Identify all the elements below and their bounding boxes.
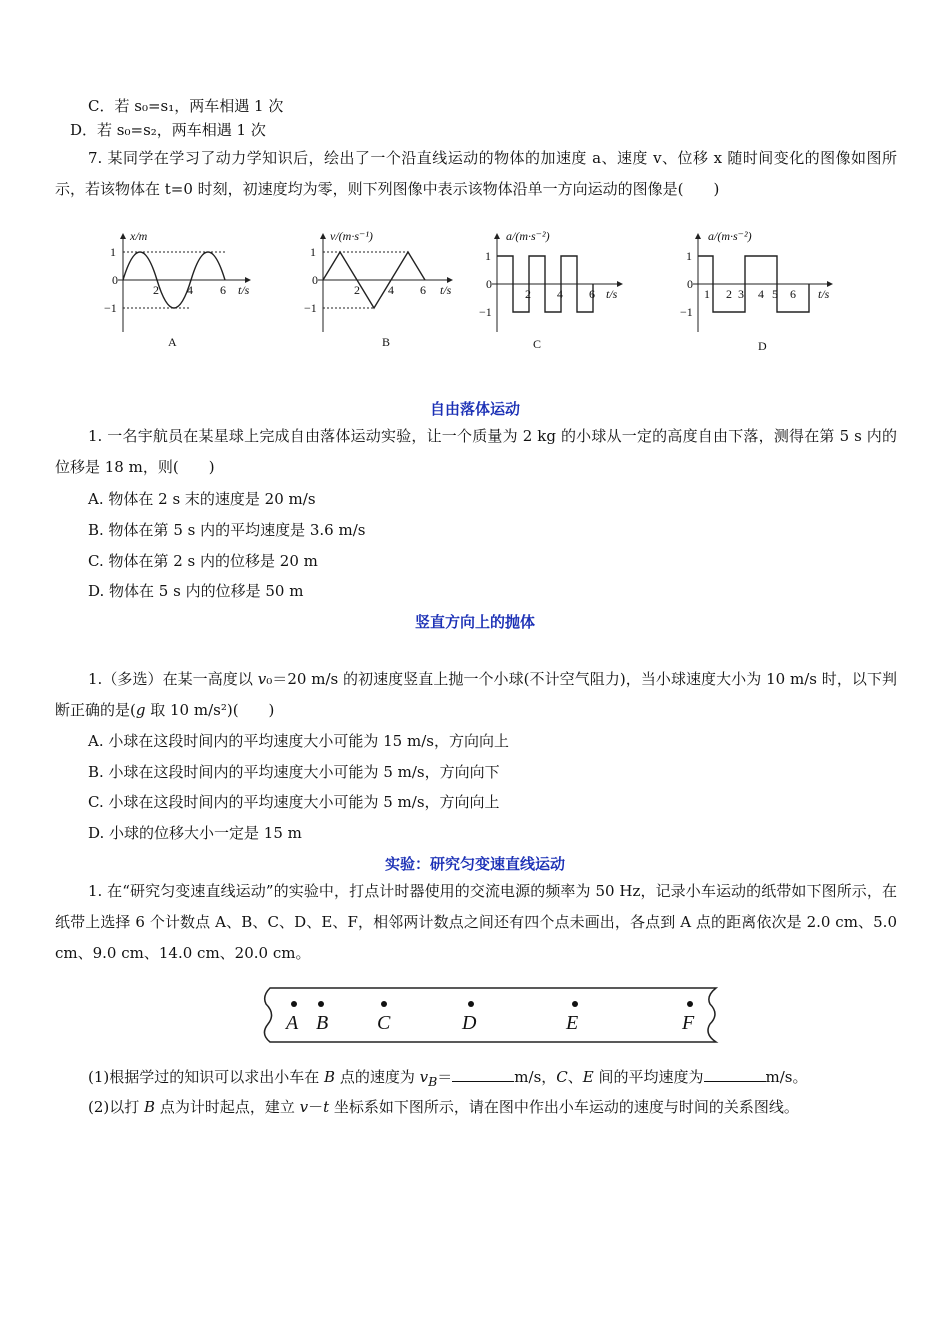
experiment-question: 1. 在“研究匀变速直线运动”的实验中，打点计时器使用的交流电源的频率为 50 Hz，记录小车运动的纸带如下图所示，在纸带上选择 6 个计数点 A、B、C、D、E、F，相邻两计数点之间还有四个点未画出，各点到 A 点的距离依次是 2.0 cm、5.0 cm、9.0 cm、14.0 cm、20.0 cm。 (55, 882, 897, 962)
graph-b-label: B (382, 335, 391, 349)
experiment-subquestion-2: (2)以打 B 点为计时起点，建立 v－t 坐标系如下图所示，请在图中作出小车运动的速度与时间的关系图线。 (88, 1098, 799, 1116)
graph-a (104, 229, 250, 349)
projectile-question: 1.（多选）在某一高度以 v₀＝20 m/s 的初速度竖直上抛一个小球(不计空气阻力)，当小球速度大小为 10 m/s 时，以下判断正确的是(g 取 10 m/s²)( ) (55, 670, 897, 719)
free-fall-option-b: B. 物体在第 5 s 内的平均速度是 3.6 m/s (88, 521, 366, 539)
svg-text:0: 0 (112, 273, 118, 287)
svg-text:2: 2 (153, 283, 159, 297)
svg-text:−1: −1 (304, 301, 317, 315)
svg-text:6: 6 (420, 283, 426, 297)
section-title-experiment: 实验：研究匀变速直线运动 (384, 855, 565, 873)
svg-text:6: 6 (589, 287, 595, 301)
graph-c (479, 229, 622, 351)
graph-c-xlabel: t/s (606, 287, 618, 301)
experiment-subquestion-1: (1)根据学过的知识可以求出小车在 B 点的速度为 $v_B= m/s$，C、E 间的平均速度为 m/s。 (88, 1068, 808, 1089)
free-fall-option-d: D. 物体在 5 s 内的位移是 50 m (88, 582, 304, 600)
svg-text:1: 1 (704, 287, 710, 301)
projectile-option-b: B. 小球在这段时间内的平均速度大小可能为 5 m/s，方向向下 (88, 763, 500, 781)
graph-d-xlabel: t/s (818, 287, 830, 301)
free-fall-question: 1. 一名宇航员在某星球上完成自由落体运动实验，让一个质量为 2 kg 的小球从一定的高度自由下落，测得在第 5 s 内的位移是 18 m，则( ) (55, 427, 897, 476)
tape-point-f: F (682, 1012, 695, 1034)
svg-text:4: 4 (758, 287, 764, 301)
svg-text:2: 2 (354, 283, 360, 297)
option-c-prev: C．若 s₀=s₁，两车相遇 1 次 (88, 97, 284, 115)
svg-text:−1: −1 (680, 305, 693, 319)
tape-point-c: C (377, 1012, 391, 1034)
svg-text:4: 4 (388, 283, 394, 297)
answer-blank-ce-avg[interactable] (704, 1067, 766, 1082)
projectile-option-d: D. 小球的位移大小一定是 15 m (88, 824, 302, 842)
free-fall-option-a: A. 物体在 2 s 末的速度是 20 m/s (88, 490, 316, 508)
graph-a-xlabel: t/s (238, 283, 250, 297)
svg-text:1: 1 (110, 245, 116, 259)
projectile-option-a: A. 小球在这段时间内的平均速度大小可能为 15 m/s，方向向上 (88, 732, 509, 750)
section-title-free-fall: 自由落体运动 (429, 400, 520, 418)
svg-text:1: 1 (485, 249, 491, 263)
tape-point-a: A (286, 1012, 299, 1034)
svg-text:−1: −1 (479, 305, 492, 319)
tape-point-e: E (566, 1012, 579, 1034)
svg-text:1: 1 (310, 245, 316, 259)
svg-text:4: 4 (187, 283, 193, 297)
motion-graphs (0, 222, 950, 362)
graph-b-xlabel: t/s (440, 283, 452, 297)
svg-text:1: 1 (686, 249, 692, 263)
tape-point-d: D (462, 1012, 477, 1034)
svg-text:3: 3 (738, 287, 744, 301)
svg-text:4: 4 (557, 287, 563, 301)
graph-d (680, 229, 832, 353)
svg-text:5: 5 (772, 287, 778, 301)
graph-d-ylabel: a/(m·s⁻²) (708, 229, 752, 243)
svg-text:6: 6 (790, 287, 796, 301)
projectile-option-c: C. 小球在这段时间内的平均速度大小可能为 5 m/s，方向向上 (88, 793, 500, 811)
graph-a-ylabel: x/m (130, 229, 148, 243)
graph-b-ylabel: v/(m·s⁻¹) (330, 229, 373, 243)
svg-text:6: 6 (220, 283, 226, 297)
graph-c-ylabel: a/(m·s⁻²) (506, 229, 550, 243)
svg-text:0: 0 (687, 277, 693, 291)
graph-a-label: A (168, 335, 177, 349)
paper-tape (258, 984, 728, 1048)
graph-b (304, 229, 452, 349)
option-d-prev: D．若 s₀=s₂，两车相遇 1 次 (70, 121, 266, 139)
free-fall-option-c: C. 物体在第 2 s 内的位移是 20 m (88, 552, 318, 570)
svg-text:0: 0 (312, 273, 318, 287)
graph-d-label: D (758, 339, 767, 353)
section-title-vertical-projectile: 竖直方向上的抛体 (414, 613, 535, 631)
svg-text:2: 2 (525, 287, 531, 301)
svg-text:−1: −1 (104, 301, 117, 315)
answer-blank-vb[interactable] (452, 1067, 514, 1082)
question-7: 7. 某同学在学习了动力学知识后，绘出了一个沿直线运动的物体的加速度 a、速度 v、位移 x 随时间变化的图像如图所示，若该物体在 t=0 时刻，初速度均为零，则下列图像中表示该物体沿单一方向运动的图像是( ) (55, 149, 897, 198)
svg-text:0: 0 (486, 277, 492, 291)
graph-c-label: C (533, 337, 542, 351)
tape-point-b: B (316, 1012, 329, 1034)
svg-text:2: 2 (726, 287, 732, 301)
